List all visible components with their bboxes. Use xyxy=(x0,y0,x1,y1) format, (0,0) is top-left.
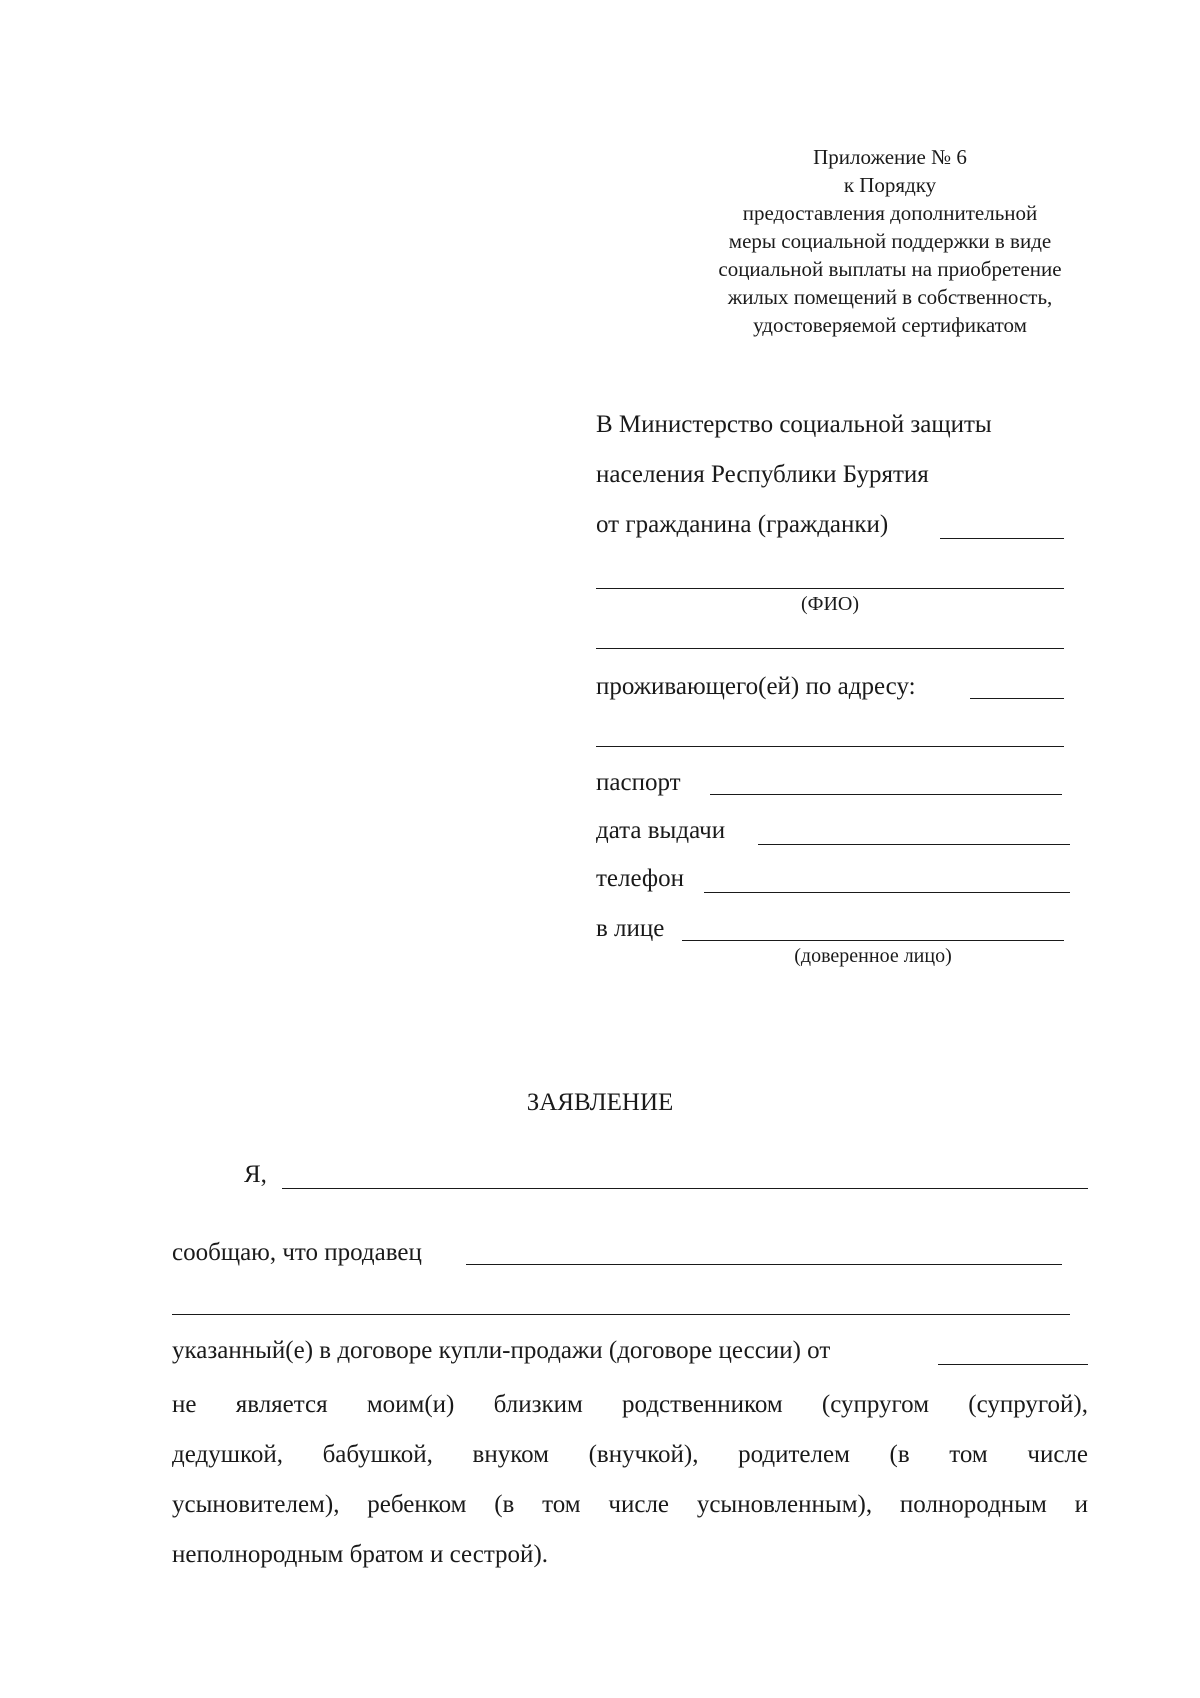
proxy-field[interactable] xyxy=(682,940,1064,941)
address-field[interactable] xyxy=(970,698,1064,699)
appendix-line: социальной выплаты на приобретение xyxy=(718,257,1062,281)
applicant-name-field[interactable] xyxy=(282,1188,1088,1189)
phone-field[interactable] xyxy=(704,892,1070,893)
seller-field-2[interactable] xyxy=(172,1314,1070,1315)
issue-date-label: дата выдачи xyxy=(596,817,726,844)
passport-field[interactable] xyxy=(710,794,1062,795)
phone-label: телефон xyxy=(596,865,684,892)
appendix-header xyxy=(680,143,1100,339)
proxy-label: в лице xyxy=(596,915,665,942)
body-line: дедушкой, бабушкой, внуком (внучкой), родителем (в том числе xyxy=(172,1441,1088,1468)
passport-label: паспорт xyxy=(596,769,681,796)
addressee-line-1: В Министерство социальной защиты xyxy=(596,411,992,438)
seller-label: сообщаю, что продавец xyxy=(172,1239,422,1266)
fio-field-2[interactable] xyxy=(596,648,1064,649)
fio-field[interactable] xyxy=(596,588,1064,589)
address-field-2[interactable] xyxy=(596,746,1064,747)
appendix-line: к Порядку xyxy=(843,173,937,197)
appendix-line: меры социальной поддержки в виде xyxy=(728,229,1052,253)
seller-field[interactable] xyxy=(466,1264,1062,1265)
addressee-line-2: населения Республики Бурятия xyxy=(596,461,929,488)
proxy-caption: (доверенное лицо) xyxy=(794,945,952,967)
issue-date-field[interactable] xyxy=(758,844,1070,845)
appendix-line: жилых помещений в собственность, xyxy=(727,285,1053,309)
residing-label: проживающего(ей) по адресу: xyxy=(596,673,916,700)
from-citizen-label: от гражданина (гражданки) xyxy=(596,511,889,538)
appendix-line: Приложение № 6 xyxy=(813,145,967,169)
contract-label: указанный(е) в договоре купли-продажи (договоре цессии) от xyxy=(172,1337,831,1364)
appendix-line: предоставления дополнительной xyxy=(742,201,1038,225)
contract-date-field[interactable] xyxy=(938,1364,1088,1365)
statement-title: ЗАЯВЛЕНИЕ xyxy=(526,1089,674,1116)
body-line: не является моим(и) близким родственником (супругом (супругой), xyxy=(172,1391,1088,1418)
from-citizen-field[interactable] xyxy=(940,538,1064,539)
i-label: Я, xyxy=(244,1161,267,1188)
appendix-line: удостоверяемой сертификатом xyxy=(753,313,1027,337)
body-line: неполнородным братом и сестрой). xyxy=(172,1541,549,1568)
body-line: усыновителем), ребенком (в том числе усыновленным), полнородным и xyxy=(172,1491,1088,1518)
fio-caption: (ФИО) xyxy=(800,593,859,615)
